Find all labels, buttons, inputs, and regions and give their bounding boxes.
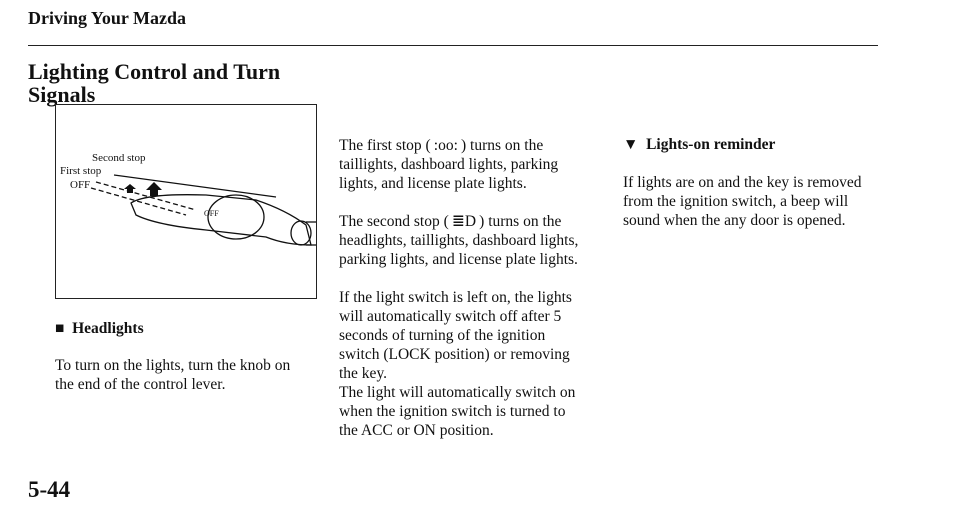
headlights-text	[55, 356, 290, 394]
text-line: seconds of turning of the ignition	[339, 327, 546, 344]
auto-off-text	[339, 288, 572, 383]
text-line: when the ignition switch is turned to	[339, 403, 566, 420]
second-stop-label: Second stop	[92, 152, 146, 164]
text-line: taillights, dashboard lights, parking	[339, 156, 559, 173]
text-line: the ACC or ON position.	[339, 422, 494, 439]
arrow-icon	[146, 182, 162, 196]
text-line: will automatically switch off after 5	[339, 308, 562, 325]
off-label: OFF	[70, 179, 91, 191]
text-line: lights, and license plate lights.	[339, 175, 527, 192]
lights-on-reminder-heading	[623, 136, 775, 154]
text-line: the end of the control lever.	[55, 376, 226, 393]
heading-text: Lights-on reminder	[646, 136, 776, 153]
text-line: the key.	[339, 365, 388, 382]
text-line: sound when the any door is opened.	[623, 212, 846, 229]
section-header: Driving Your Mazda	[28, 8, 187, 28]
heading-text: Headlights	[72, 320, 144, 337]
text-line: The first stop ( :oo: ) turns on the	[339, 137, 544, 154]
triangle-marker-icon: ▼	[623, 136, 639, 153]
text-line: The second stop ( ≣D ) turns on the	[339, 213, 562, 230]
arrow-icon	[124, 184, 136, 193]
control-lever-illustration	[56, 105, 316, 298]
auto-on-text	[339, 383, 575, 440]
second-stop-text	[339, 212, 578, 269]
title-line: Lighting Control and Turn	[28, 59, 281, 84]
header-divider	[28, 45, 878, 46]
text-line: If the light switch is left on, the lights	[339, 289, 572, 306]
page-title	[28, 60, 280, 106]
switch-off-label: OFF	[204, 209, 219, 218]
lights-on-reminder-text	[623, 173, 861, 230]
page-number: 5-44	[28, 477, 71, 502]
text-line: parking lights, and license plate lights.	[339, 251, 578, 268]
text-line: If lights are on and the key is removed	[623, 174, 862, 191]
text-line: switch (LOCK position) or removing	[339, 346, 570, 363]
first-stop-label: First stop	[60, 165, 102, 177]
text-line: from the ignition switch, a beep will	[623, 193, 849, 210]
bullet-icon: ■	[55, 320, 65, 337]
text-line: headlights, taillights, dashboard lights,	[339, 232, 579, 249]
first-stop-text	[339, 136, 558, 193]
text-line: To turn on the lights, turn the knob on	[55, 357, 291, 374]
headlights-heading	[55, 320, 144, 338]
text-line: The light will automatically switch on	[339, 384, 576, 401]
lighting-lever-figure	[55, 104, 317, 299]
title-line: Signals	[28, 82, 96, 107]
